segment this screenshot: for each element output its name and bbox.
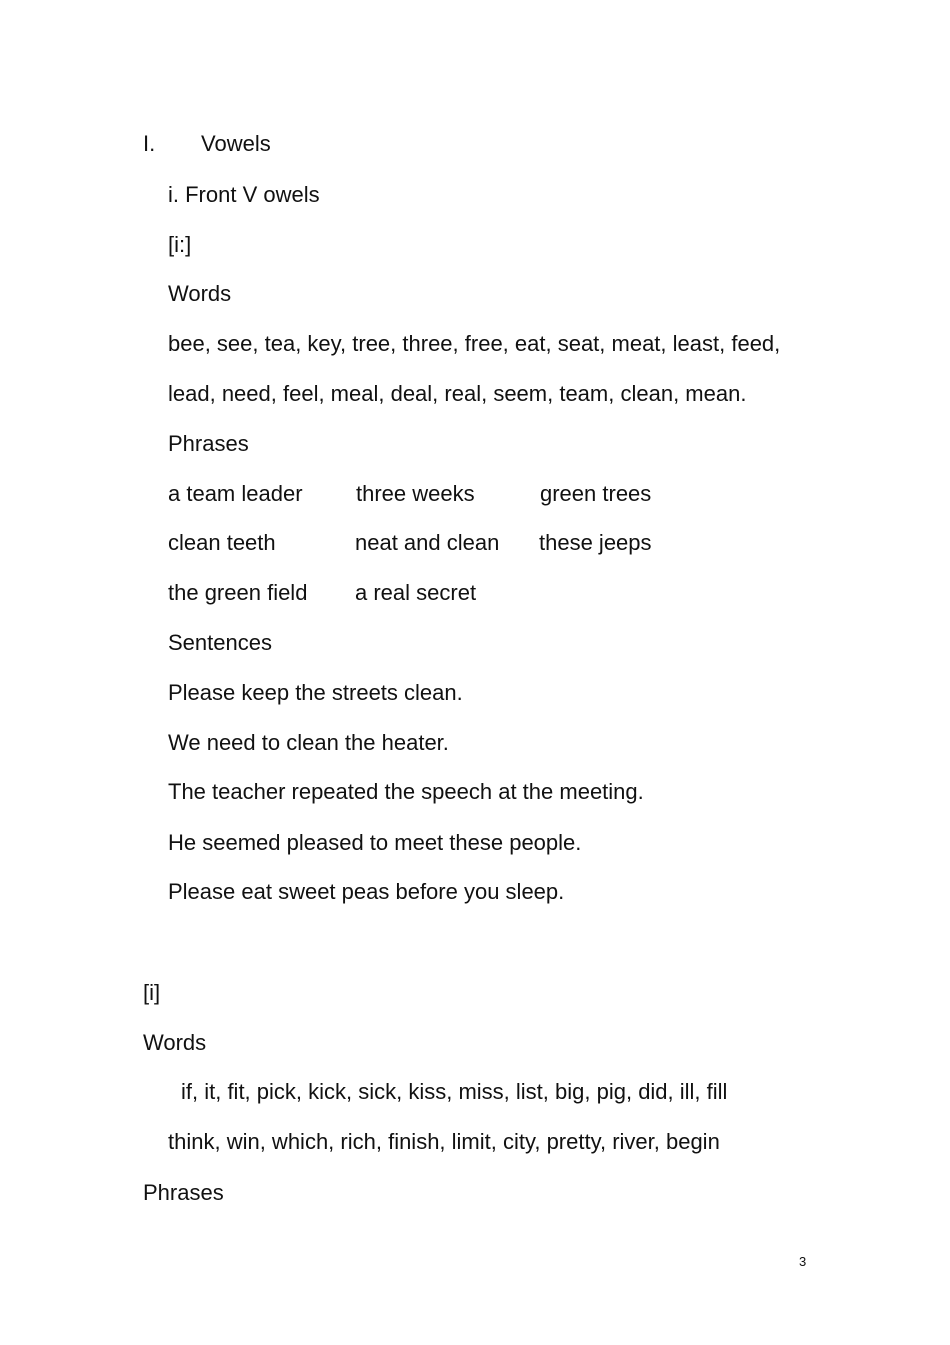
phrase: a team leader: [168, 481, 303, 506]
words-line: think, win, which, rich, finish, limit, city, pretty, river, begin: [168, 1129, 720, 1154]
section-title: Vowels: [201, 131, 271, 156]
phrases-heading: Phrases: [168, 431, 249, 456]
section-number: I.: [143, 131, 156, 156]
phrase: green trees: [540, 481, 652, 506]
phrase: clean teeth: [168, 530, 276, 555]
phrases-heading: Phrases: [143, 1180, 224, 1205]
sentence: Please eat sweet peas before you sleep.: [168, 879, 565, 904]
subsection-title: i. Front V owels: [168, 182, 320, 207]
page-number: 3: [799, 1254, 807, 1269]
phrase: a real secret: [355, 580, 477, 605]
phrase: these jeeps: [539, 530, 652, 555]
phrase: three weeks: [356, 481, 475, 506]
phrase: the green field: [168, 580, 308, 605]
sentences-heading: Sentences: [168, 630, 272, 655]
words-heading: Words: [168, 281, 232, 306]
sentence: Please keep the streets clean.: [168, 680, 463, 705]
sentence: We need to clean the heater.: [168, 730, 449, 755]
phrase: neat and clean: [355, 530, 500, 555]
words-heading: Words: [143, 1030, 207, 1055]
sentence: The teacher repeated the speech at the meeting.: [168, 779, 644, 804]
words-line: lead, need, feel, meal, deal, real, seem, team, clean, mean.: [168, 381, 747, 406]
sound-symbol-long-i: [i:]: [168, 232, 192, 257]
words-line: bee, see, tea, key, tree, three, free, eat, seat, meat, least, feed,: [168, 331, 781, 356]
sound-symbol-short-i: [i]: [143, 980, 161, 1005]
sentence: He seemed pleased to meet these people.: [168, 830, 582, 855]
words-line: if, it, fit, pick, kick, sick, kiss, miss, list, big, pig, did, ill, fill: [181, 1079, 728, 1104]
